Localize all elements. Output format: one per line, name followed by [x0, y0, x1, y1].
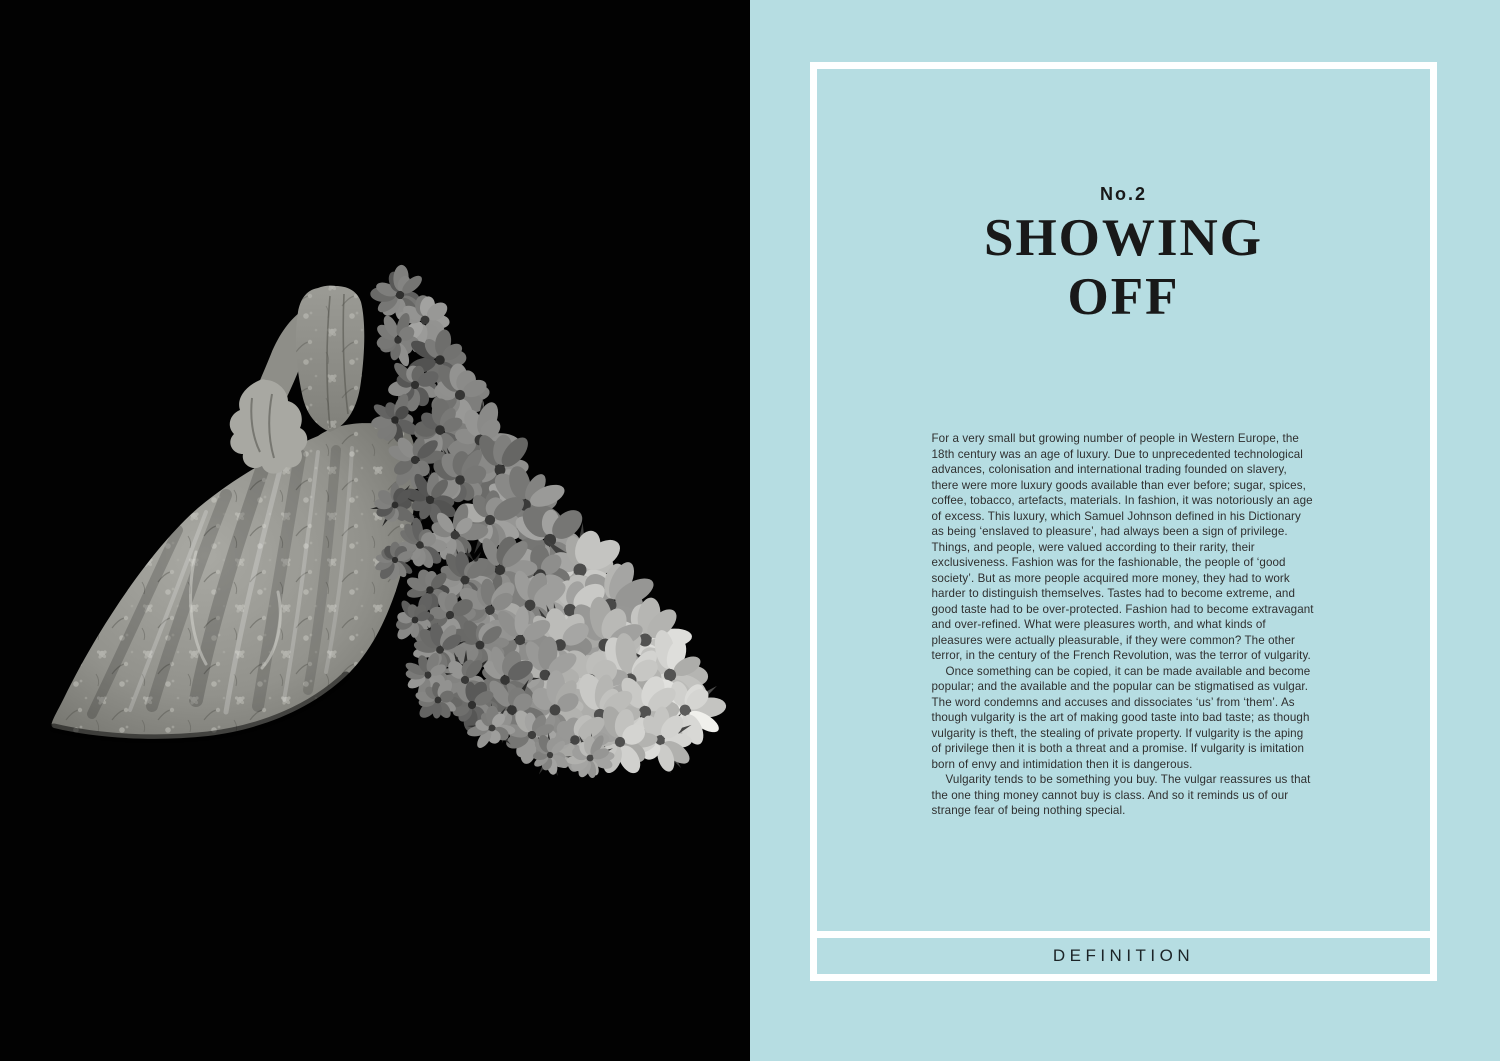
definition-label: DEFINITION [1052, 946, 1195, 965]
body-paragraph-2: Once something can be copied, it can be made available and become popular; and the available and the popular can be stigmatised as vulgar. The word condemns and accuses and dissociates ‘us’ from ‘them’. As though vulgarity is the art of making good taste into bad taste; as though vulgarity is theft, the stealing of private property. If vulgarity is the aping of privilege then it is both a threat and a promise. If vulgarity is imitation born of envy and intimidation then it is dangerous. [931, 664, 1311, 771]
chapter-body [932, 431, 1316, 819]
chapter-title-line2: OFF [1067, 268, 1180, 326]
body-paragraph-3: Vulgarity tends to be something you buy. The vulgar reassures us that the one thing money cannot buy is class. And so it reminds us of our strange fear of being nothing special. [931, 773, 1311, 817]
body-paragraph-1: For a very small but growing number of people in Western Europe, the 18th century was an age of luxury. Due to unprecedented technological advances, colonisation and international trading founded on slavery, there were more luxury goods available than ever before; sugar, spices, coffee, tobacco, artefacts, materials. In fashion, it was notoriously an age of excess. This luxury, which Samuel Johnson defined in his Dictionary as being ‘enslaved to pleasure’, had always been a sign of privilege. Things, and people, were valued according to their rarity, their exclusiveness. Fashion was for the fashionable, the people of ‘good society’. But as more people acquired more money, they had to work harder to distinguish themselves. Tastes had to become extreme, and good taste had to be over-protected. Fashion had to become extravagant and over-refined. What were pleasures worth, and what kinds of pleasures were actually pleasurable, if they were common? The other terror, in the century of the French Revolution, was the terror of vulgarity. [931, 432, 1314, 662]
definition-strip [817, 938, 1430, 974]
right-page [750, 0, 1500, 1061]
chapter-title-line1: SHOWING [983, 209, 1264, 267]
chapter-number: No.2 [1099, 184, 1147, 204]
chapter-title [817, 209, 1430, 327]
chapter-frame [810, 62, 1437, 981]
frame-divider-rule [817, 931, 1430, 938]
